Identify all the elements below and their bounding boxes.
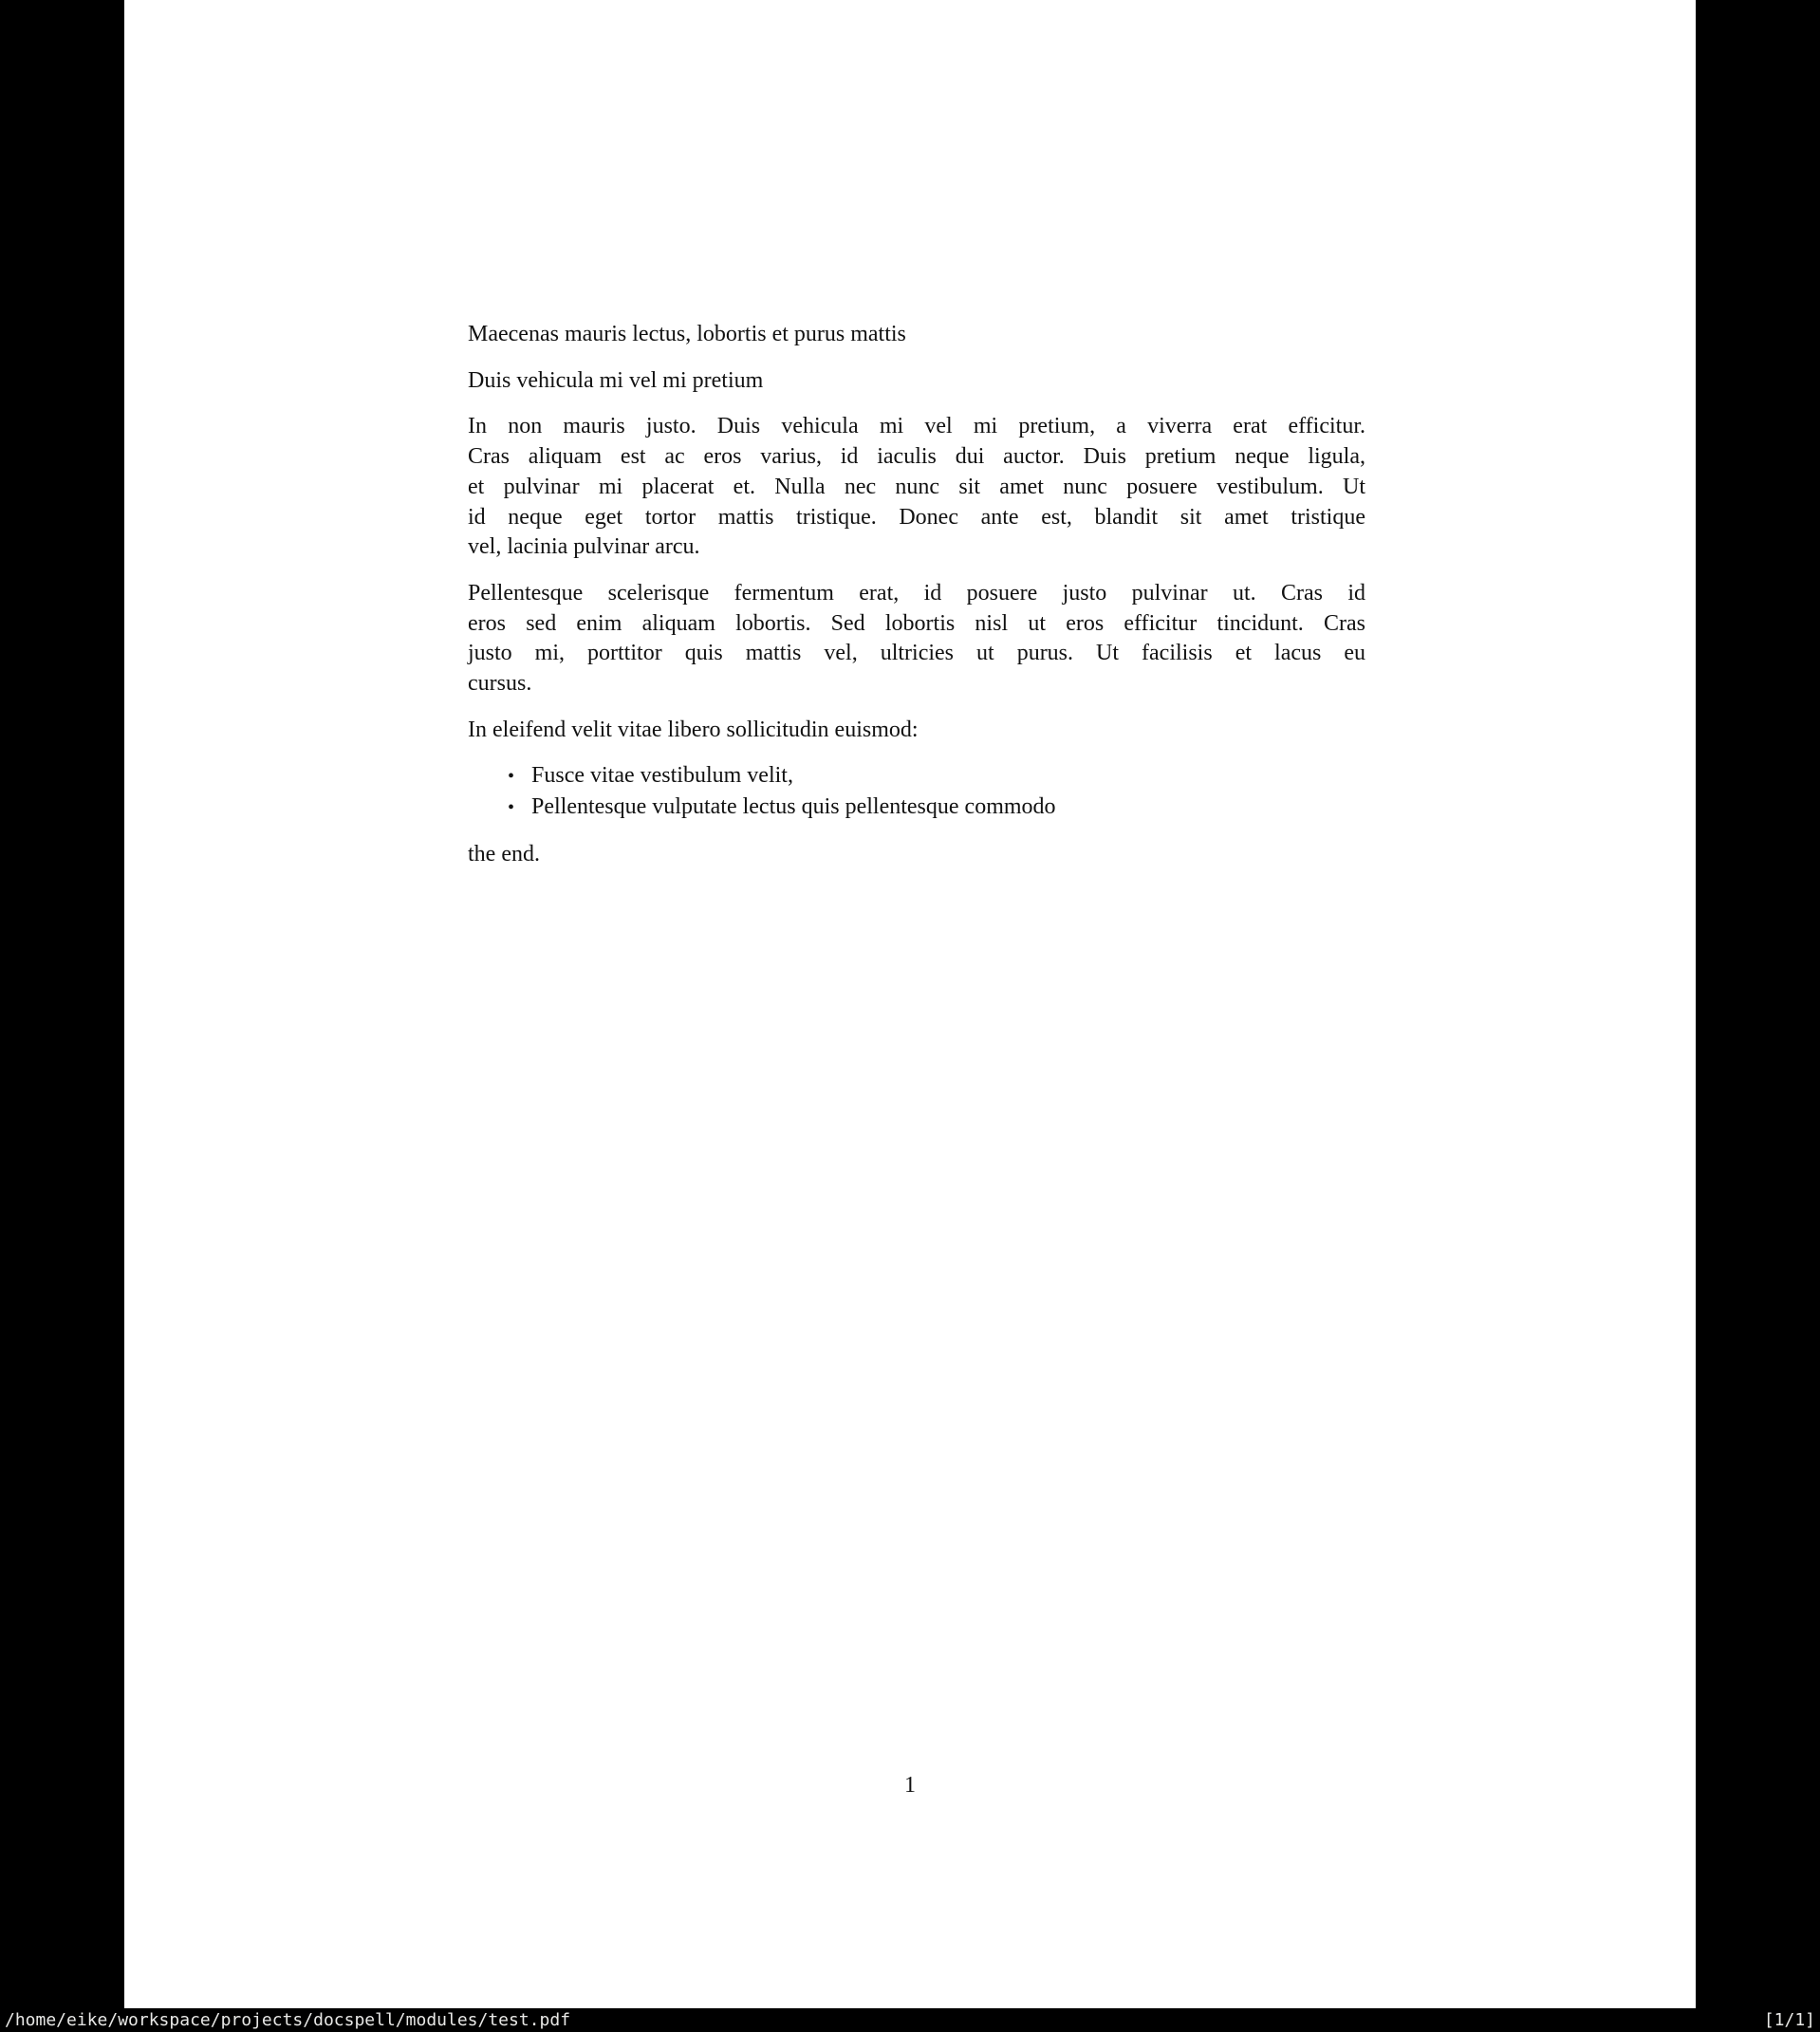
text-line: Pellentesque scelerisque fermentum erat, id posuere justo pulvinar ut. Cras id bbox=[468, 580, 1365, 606]
status-bar bbox=[0, 2008, 1820, 2032]
pdf-page bbox=[124, 0, 1696, 2008]
text-line: et pulvinar mi placerat et. Nulla nec nunc sit amet nunc posuere vestibulum. Ut bbox=[468, 474, 1365, 499]
text-line: justo mi, porttitor quis mattis vel, ultricies ut purus. Ut facilisis et lacus eu bbox=[468, 641, 1365, 666]
paragraph bbox=[468, 579, 1365, 699]
text-line: id neque eget tortor mattis tristique. Donec ante est, blandit sit amet tristique bbox=[468, 504, 1365, 530]
bullet-list bbox=[468, 761, 1365, 823]
text-line: the end. bbox=[468, 841, 540, 867]
text-line: cursus. bbox=[468, 671, 532, 697]
list-item bbox=[468, 761, 1365, 792]
bullet-icon: • bbox=[508, 797, 515, 819]
paragraph bbox=[468, 320, 1365, 350]
document-text bbox=[468, 320, 1365, 886]
list-item bbox=[468, 792, 1365, 824]
file-path: /home/eike/workspace/projects/docspell/modules/test.pdf bbox=[5, 2010, 571, 2030]
text-line: eros sed enim aliquam lobortis. Sed lobortis nisl ut eros efficitur tincidunt. Cras bbox=[468, 610, 1365, 636]
paragraph bbox=[468, 840, 1365, 870]
text-line: Cras aliquam est ac eros varius, id iaculis dui auctor. Duis pretium neque ligula, bbox=[468, 444, 1365, 470]
text-line: In eleifend velit vitae libero sollicitudin euismod: bbox=[468, 717, 919, 742]
paragraph bbox=[468, 716, 1365, 746]
list-item-text: Pellentesque vulputate lectus quis pellentesque commodo bbox=[531, 794, 1056, 820]
page-indicator: [1/1] bbox=[1763, 2010, 1815, 2030]
text-line: In non mauris justo. Duis vehicula mi vel mi pretium, a viverra erat efficitur. bbox=[468, 414, 1365, 439]
page-number: 1 bbox=[904, 1773, 916, 1798]
paragraph bbox=[468, 366, 1365, 397]
bullet-icon: • bbox=[508, 766, 515, 788]
paragraph bbox=[468, 412, 1365, 563]
list-item-text: Fusce vitae vestibulum velit, bbox=[531, 763, 793, 789]
text-line: vel, lacinia pulvinar arcu. bbox=[468, 534, 700, 560]
text-line: Duis vehicula mi vel mi pretium bbox=[468, 367, 764, 393]
text-line: Maecenas mauris lectus, lobortis et purus mattis bbox=[468, 322, 906, 346]
